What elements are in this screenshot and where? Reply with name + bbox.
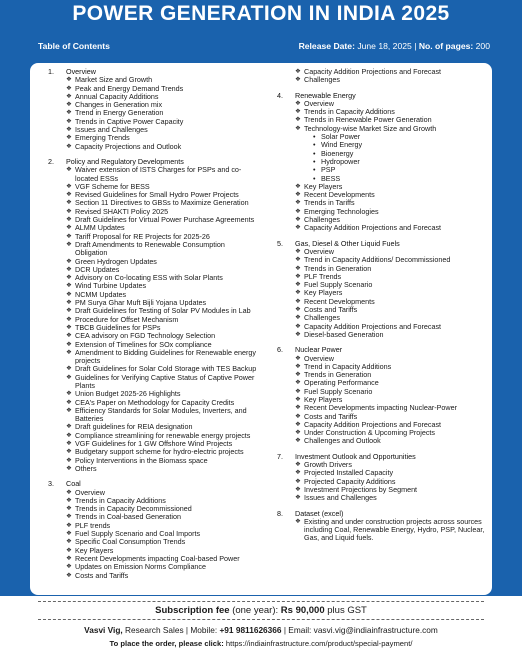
list-item-text: Emerging Trends [75,133,130,143]
section-items [295,100,489,233]
toc-section [48,480,258,580]
list-item [66,374,258,391]
toc-section [277,453,489,503]
list-item-text: Fuel Supply Scenario [304,280,373,290]
list-item-text: Capacity Addition Projections and Forecast [304,321,442,331]
list-item-text: Policy Interventions in the Biomass space [75,455,208,465]
bullet-icon: ❖ [295,264,301,272]
list-item [295,76,489,84]
section-items [66,489,258,580]
list-item-text: Costs and Tariffs [75,570,129,580]
list-item-text: Recent Developments impacting Nuclear-Power [304,403,458,413]
list-item-text: PM Surya Ghar Muft Bijli Yojana Updates [75,298,207,308]
bullet-icon: ❖ [66,299,72,307]
list-item-text: Trends in Capacity Additions [75,495,166,505]
bullet-icon: ❖ [66,521,72,529]
bullet-icon: ❖ [295,379,301,387]
fee-period: (one year): [232,605,279,616]
dot-icon: • [313,173,316,183]
list-item-text: Revised Guidelines for Small Hydro Power Projects [75,190,239,200]
list-item-text: Operating Performance [304,378,379,388]
bullet-icon: ❖ [295,191,301,199]
section-number: 4. [277,90,283,100]
bullet-icon: ❖ [66,390,72,398]
bullet-icon: ❖ [66,307,72,315]
bullet-icon: ❖ [66,513,72,521]
list-item-text: Extension of Timelines for SOx compliance [75,339,212,349]
list-item-text: Peak and Energy Demand Trends [75,83,184,93]
list-item-text: Trends in Captive Power Capacity [75,116,184,126]
list-item-text: Amendment to Bidding Guidelines for Renewable energy projects [75,347,256,366]
release-label: Release Date: [298,41,355,51]
bullet-icon: ❖ [295,108,301,116]
list-item-text: Challenges [304,313,340,323]
list-item-text: Challenges [304,215,340,225]
bullet-icon: ❖ [66,530,72,538]
bullet-icon: ❖ [66,191,72,199]
bullet-icon: ❖ [66,373,72,381]
list-item-text: Trends in Generation [304,263,372,273]
bullet-icon: ❖ [295,199,301,207]
bullet-icon: ❖ [66,323,72,331]
bullet-icon: ❖ [66,348,72,356]
list-item [295,437,489,445]
list-item-text: ALMM Updates [75,223,125,233]
list-item-text: Recent Developments [304,190,375,200]
list-item-text: Others [75,463,97,473]
toc-section [48,68,258,151]
list-item-text: Revised SHAKTI Policy 2025 [75,206,169,216]
section-number: 8. [277,508,283,518]
list-item-text: Challenges [304,75,340,85]
mobile-label: Mobile: [190,625,218,635]
bullet-icon: ❖ [66,563,72,571]
sub-list-item-text: PSP [321,165,336,175]
bullet-icon: ❖ [295,429,301,437]
bullet-icon: ❖ [295,395,301,403]
list-item-text: Section 11 Directives to GBSs to Maximize Generation [75,198,249,208]
list-item-text: Key Players [304,181,343,191]
bullet-icon: ❖ [66,464,72,472]
sub-list-item-text: Wind Energy [321,140,363,150]
list-item [295,494,489,502]
bullet-icon: ❖ [295,469,301,477]
toc-section [48,158,258,473]
bullet-icon: ❖ [295,224,301,232]
list-item-text: Issues and Challenges [304,493,377,503]
bullet-icon: ❖ [66,440,72,448]
bullet-icon: ❖ [66,282,72,290]
list-item-text: Fuel Supply Scenario and Coal Imports [75,529,201,539]
bullet-icon: ❖ [295,207,301,215]
bullet-icon: ❖ [66,365,72,373]
bullet-icon: ❖ [66,117,72,125]
section-title: Dataset (excel) [295,508,344,518]
section-number: 3. [48,479,54,489]
list-item-text: Costs and Tariffs [304,305,358,315]
toc-right-column [277,68,489,550]
section-number: 6. [277,345,283,355]
bullet-icon: ❖ [66,431,72,439]
sub-list-item-text: Hydropower [321,156,360,166]
list-item-text: Advisory on Co-locating ESS with Solar Plants [75,273,223,283]
bullet-icon: ❖ [295,371,301,379]
list-item-text: Trends in Renewable Power Generation [304,115,432,125]
bullet-icon: ❖ [66,546,72,554]
list-item-text: Key Players [304,394,343,404]
bullet-icon: ❖ [295,420,301,428]
toc-section [277,510,489,543]
list-item-text: PLF trends [75,520,111,530]
bullet-icon: ❖ [66,92,72,100]
list-item-text: Issues and Challenges [75,125,148,135]
list-item-text: VGF Guidelines for 1 GW Offshore Wind Projects [75,439,233,449]
list-item-text: Under Construction & Upcoming Projects [304,428,436,438]
section-number: 2. [48,156,54,166]
bullet-icon: ❖ [295,437,301,445]
bullet-icon: ❖ [66,538,72,546]
list-item-text: Diesel-based Generation [304,329,384,339]
list-item-text: Trend in Capacity Additions [304,361,392,371]
bullet-icon: ❖ [295,461,301,469]
bullet-icon: ❖ [295,99,301,107]
bullet-icon: ❖ [66,182,72,190]
list-item-text: Union Budget 2025-26 Highlights [75,389,181,399]
dot-icon: • [313,148,316,158]
list-item-text: Fuel Supply Scenario [304,386,373,396]
list-item-text: Trend in Energy Generation [75,108,164,118]
bullet-icon: ❖ [295,124,301,132]
bullet-icon: ❖ [66,126,72,134]
divider [38,619,484,620]
bullet-icon: ❖ [66,554,72,562]
list-item-text: Draft Guidelines for Virtual Power Purchase Agreements [75,215,255,225]
bullet-icon: ❖ [66,290,72,298]
list-item [295,518,489,543]
list-item-text: Efficiency Standards for Solar Modules, Inverters, and Batteries [75,405,247,424]
bullet-icon: ❖ [295,485,301,493]
bullet-icon: ❖ [66,456,72,464]
list-item-text: Green Hydrogen Updates [75,256,157,266]
list-item-text: Market Size and Growth [75,75,153,85]
bullet-icon: ❖ [295,412,301,420]
bullet-icon: ❖ [66,496,72,504]
list-item-text: Overview [304,353,334,363]
bullet-icon: ❖ [66,224,72,232]
mobile-number: +91 9811626366 [219,625,282,635]
toc-label: Table of Contents [38,41,110,51]
sub-list-item [313,158,489,166]
toc-section [277,92,489,233]
list-item-text: CEA advisory on FGD Technology Selection [75,331,216,341]
toc-section [277,346,489,446]
meta-separator: | [414,41,417,51]
contact-role: Research Sales [125,625,184,635]
list-item-text: Capacity Addition Projections and Forecast [304,419,442,429]
dot-icon: • [313,132,316,142]
list-item-text: Draft Guidelines for Solar Cold Storage with TES Backup [75,364,257,374]
order-line [0,639,522,648]
bullet-icon: ❖ [66,340,72,348]
list-item-text: Recent Developments impacting Coal-based Power [75,553,240,563]
sub-list-item-text: Bioenergy [321,148,354,158]
bullet-icon: ❖ [295,362,301,370]
list-item-text: PLF Trends [304,271,342,281]
list-item-text: CEA's Paper on Methodology for Capacity Credits [75,397,235,407]
bullet-icon: ❖ [295,387,301,395]
bullet-icon: ❖ [295,494,301,502]
bullet-icon: ❖ [295,247,301,255]
bullet-icon: ❖ [66,274,72,282]
pages-count: 200 [475,41,490,51]
email-label: Email: [288,625,312,635]
bullet-icon: ❖ [66,216,72,224]
list-item-text: Emerging Technologies [304,206,379,216]
bullet-icon: ❖ [295,116,301,124]
list-item-text: Trends in Capacity Additions [304,107,395,117]
list-item [66,143,258,151]
footer [0,596,522,652]
list-item [295,331,489,339]
continued-items [295,68,489,85]
bullet-icon: ❖ [66,109,72,117]
dot-icon: • [313,156,316,166]
sub-list-item-text: Solar Power [321,132,361,142]
list-item-text: Guidelines for Verifying Captive Status of Captive Power Plants [75,372,255,390]
list-item-text: Overview [304,98,334,108]
bullet-icon: ❖ [295,289,301,297]
bullet-icon: ❖ [295,330,301,338]
section-items [66,76,258,151]
list-item-text: Changes in Generation mix [75,100,163,110]
bullet-icon: ❖ [66,406,72,414]
list-item-text: Trends in Tariffs [304,198,355,208]
bullet-icon: ❖ [295,404,301,412]
list-item-text: Budgetary support scheme for hydro-electric projects [75,447,244,457]
list-item [66,166,258,183]
fee-tax: plus GST [327,605,367,616]
bullet-icon: ❖ [66,571,72,579]
bullet-icon: ❖ [66,332,72,340]
list-item-text: Existing and under construction projects across sources including Coal, Renewable Energy, Hydro, PSP, Nuclear, Gas, and Liquid fuels. [304,516,485,543]
bullet-icon: ❖ [66,257,72,265]
section-title: Coal [66,479,81,489]
list-item-text: Costs and Tariffs [304,411,358,421]
bullet-icon: ❖ [295,256,301,264]
bullet-icon: ❖ [66,101,72,109]
sub-list-item-text: BESS [321,173,341,183]
list-item [66,407,258,424]
bullet-icon: ❖ [66,488,72,496]
list-item-text: Updates on Emission Norms Compliance [75,562,207,572]
bullet-icon: ❖ [295,68,301,75]
list-item-text: Procedure for Offset Mechanism [75,314,179,324]
bullet-icon: ❖ [66,76,72,84]
list-item-text: Challenges and Outlook [304,436,381,446]
list-item-text: Annual Capacity Additions [75,91,159,101]
dot-icon: • [313,165,316,175]
bullet-icon: ❖ [66,199,72,207]
bullet-icon: ❖ [295,306,301,314]
section-number: 1. [48,67,54,76]
bullet-icon: ❖ [66,84,72,92]
list-item-text: Capacity Addition Projections and Forecast [304,67,442,76]
toc-left-column [48,68,258,587]
list-item-text: Key Players [304,288,343,298]
bullet-icon: ❖ [295,477,301,485]
section-title: Overview [66,67,96,76]
section-title: Policy and Regulatory Developments [66,156,184,166]
list-item-text: Wind Turbine Updates [75,281,147,291]
list-item [295,224,489,232]
section-items [295,518,489,543]
list-item-text: Capacity Projections and Outlook [75,141,182,151]
list-item-text: Growth Drivers [304,460,352,470]
bullet-icon: ❖ [66,448,72,456]
fee-amount: Rs 90,000 [280,605,325,616]
order-link[interactable]: https://indiainfrastructure.com/product/special-payment/ [225,639,413,648]
bullet-icon: ❖ [66,505,72,513]
list-item-text: NCMM Updates [75,289,127,299]
list-item-text: Projected Capacity Additions [304,476,396,486]
bullet-icon: ❖ [295,216,301,224]
list-item-text: Tariff Proposal for RE Projects for 2025-26 [75,231,210,241]
bullet-icon: ❖ [66,232,72,240]
bullet-icon: ❖ [66,134,72,142]
list-item-text: Key Players [75,545,114,555]
bullet-icon: ❖ [295,354,301,362]
contact-name: Vasvi Vig, [84,625,123,635]
section-title: Investment Outlook and Opportunities [295,451,416,461]
list-item-text: Projected Installed Capacity [304,468,394,478]
bullet-icon: ❖ [295,182,301,190]
list-item [66,241,258,258]
list-item [66,465,258,473]
bullet-icon: ❖ [295,281,301,289]
section-title: Gas, Diesel & Other Liquid Fuels [295,238,400,248]
release-date: June 18, 2025 [357,41,412,51]
list-item-text: Recent Developments [304,296,375,306]
list-item-text: Capacity Addition Projections and Forecast [304,223,442,233]
section-number: 5. [277,238,283,248]
section-items [295,248,489,339]
bullet-icon: ❖ [295,76,301,84]
section-number: 7. [277,451,283,461]
bullet-icon: ❖ [295,314,301,322]
list-item-text: VGF Scheme for BESS [75,181,150,191]
bullet-icon: ❖ [66,423,72,431]
subscription-fee [0,605,522,616]
list-item-text: Overview [75,487,105,497]
order-label: To place the order, please click: [109,639,224,648]
list-item-text: Draft Amendments to Renewable Consumption Obligation [75,239,225,258]
bullet-icon: ❖ [295,272,301,280]
toc-panel [30,63,492,595]
contact-line: Vasvi Vig, Research Sales | Mobile: +91 9811626366 | Email: vasvi.vig@indiainfrastructure.com [84,625,438,635]
fee-label: Subscription fee [155,605,230,616]
list-item-text: Technology-wise Market Size and Growth [304,123,437,133]
bullet-icon: ❖ [295,322,301,330]
section-title: Renewable Energy [295,90,356,100]
bullet-icon: ❖ [66,398,72,406]
list-item-text: DCR Updates [75,264,120,274]
bullet-icon: ❖ [66,315,72,323]
section-items [295,461,489,502]
email-link[interactable]: vasvi.vig@indiainfrastructure.com [313,625,438,635]
divider [38,601,484,602]
bullet-icon: ❖ [66,166,72,174]
section-items [295,355,489,446]
list-item-text: Compliance streamlining for renewable energy projects [75,430,251,440]
release-info [299,41,490,51]
section-items [66,166,258,473]
bullet-icon: ❖ [295,517,301,525]
list-item-text: Trends in Capacity Decommissioned [75,504,192,514]
bullet-icon: ❖ [66,240,72,248]
list-item-text: Draft guidelines for REIA designation [75,422,193,432]
header-bar [0,38,522,54]
list-item-text: TBCB Guidelines for PSPs [75,322,161,332]
list-item-text: Waiver extension of ISTS Charges for PSPs and co-located ESSs [75,165,242,183]
bullet-icon: ❖ [66,265,72,273]
section-title: Nuclear Power [295,345,343,355]
pages-label: No. of pages: [418,41,474,51]
list-item [66,349,258,366]
list-item-text: Overview [304,246,334,256]
list-item-text: Trends in Coal-based Generation [75,512,182,522]
bullet-icon: ❖ [66,142,72,150]
list-item-text: Trends in Generation [304,370,372,380]
list-item-text: Draft Guidelines for Testing of Solar PV Modules in Lab [75,306,251,316]
list-item [66,572,258,580]
bullet-icon: ❖ [295,297,301,305]
list-item-text: Trend in Capacity Additions/ Decommissioned [304,255,451,265]
list-item-text: Investment Projections by Segment [304,484,418,494]
bullet-icon: ❖ [66,207,72,215]
dot-icon: • [313,140,316,150]
toc-section [277,240,489,340]
list-item-text: Specific Coal Consumption Trends [75,537,186,547]
report-title: POWER GENERATION IN INDIA 2025 [72,2,450,25]
